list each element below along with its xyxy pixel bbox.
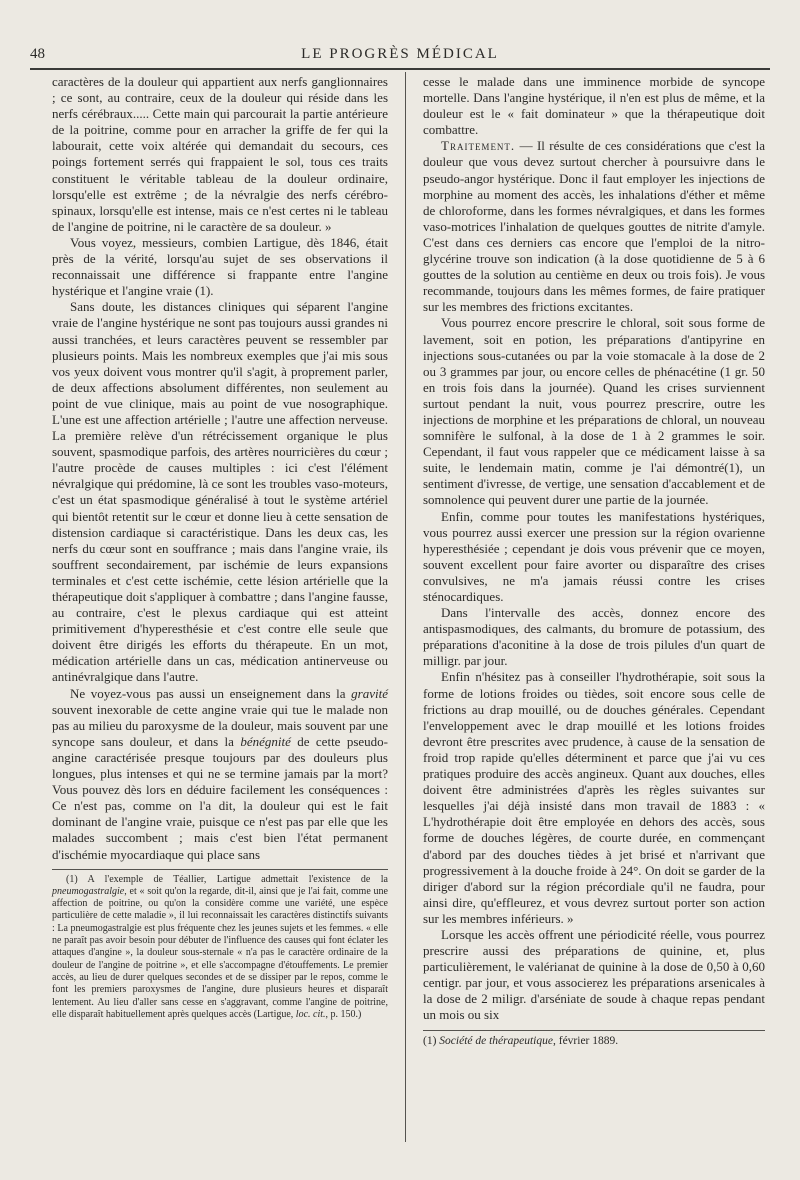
page-number: 48 xyxy=(30,46,45,62)
footnote xyxy=(52,874,388,1022)
italic-term: bénégnité xyxy=(240,733,291,749)
paragraph: Lorsque les accès offrent une périodicité réelle, vous pourrez prescrire aussi des préparations de quinine, et, plus particulièrement, le valérianat de quinine à la dose de 0,50 à 0,60 centigr. par jour, et vous associerez les préparations arsenicales à la dose de 2 miligr. d'arséniate de soude à chaque repas pendant un mois ou six xyxy=(423,926,765,1023)
text-run: , p. 150.) xyxy=(325,1008,362,1020)
paragraph: Enfin, comme pour toutes les manifestations hystériques, vous pourrez aussi exercer une pression sur la région ovarienne hyperesthésiée ; cependant je dois vous prévenir que ce moyen, souvent excellent pour faire avorter ou disparaître des crises convulsives, ne m'a jamais réussi contre les crises sténocardiques. xyxy=(423,508,765,604)
italic-term: pneumogastralgie xyxy=(52,885,125,897)
italic-term: Société de thérapeutique xyxy=(439,1034,553,1047)
italic-term: gravité xyxy=(351,685,388,701)
paragraph: Vous voyez, messieurs, combien Lartigue, dès 1846, était près de la vérité, lorsqu'au sujet de ses observations il reconnaissait une différence si frappante entre l'angine hystérique et l'angine vraie (1). xyxy=(52,234,388,299)
paragraph: caractères de la douleur qui appartient aux nerfs ganglionnaires ; ce sont, au contraire, ceux de la douleur qui réside dans les nerfs cérébraux..... Cette main qui parcourait la partie antérieure de la poitrine, comme pour en arracher la griffe de fer qui la labourait, cette voix altérée qui demandait du secours, ces poings fortement serrés qui frappaient le sol, tous ces traits constituent le véritable tableau de la douleur ordinaire, lorsqu'elle est extrême ; de la névralgie des nerfs cérébro-spinaux, lorsqu'elle est intense, mais ce n'est certes ni le tableau de l'angine de poitrine, ni le caractère de sa douleur. » xyxy=(52,74,388,234)
footnote-rule xyxy=(423,1030,765,1031)
paragraph xyxy=(52,686,388,863)
paragraph xyxy=(423,138,765,315)
running-header xyxy=(30,44,770,70)
footnote xyxy=(423,1035,765,1047)
text-run: — Il résulte de ces considérations que c'est la douleur que vous devez surtout chercher à poursuivre dans le pseudo-angor hystérique. Donc il faut employer les injections de morphine au moment des accès, les inhalations d'éther et même de chloroforme, dans les formes névralgiques, et dans les formes vaso-motrices l'inhalation de quelques gouttes de nitrite d'amyle. C'est dans ces derniers cas encore que l'emploi de la nitro-glycérine trouve son indication (à la dose quotidienne de 5 à 6 gouttes de la solution au centième en deux ou trois fois). Je vous recommande, toujours dans les mêmes formes, de faire pratiquer sur les membres des frictions excitantes. xyxy=(423,138,765,315)
right-column xyxy=(423,74,765,1047)
journal-title: LE PROGRÈS MÉDICAL xyxy=(301,46,499,62)
text-run: (1) xyxy=(423,1034,440,1047)
text-run: , et « soit qu'on la regarde, dit-il, ainsi que je l'ai fait, comme une affection de poitrine, ou qu'on la considère comme une variété, une espèce particulière de cette maladie », il lui reconnaissait les caractères distinctifs suivants : La pneumogastralgie est plus fréquente chez les jeunes sujets et les femmes. « elle ne paraît pas avoir besoin pour débuter de l'influence des causes qui font éclater les attaques d'angine », la douleur sous-sternale « n'a pas le caractère ordinaire de la douleur de l'angine de poitrine », et elle s'accompagne d'étouffements. Le premier accès, au lieu de durer quelques secondes et de se dissiper par le repos, comme le font les premiers paroxysmes de l'angine, dure plusieurs heures et disparaît lentement. Au lieu d'aller sans cesse en s'aggravant, comme l'angine de poitrine, elle disparaît habituellement après quelques accès (Lartigue, xyxy=(52,885,388,1020)
paragraph: Sans doute, les distances cliniques qui séparent l'angine vraie de l'angine hystérique ne sont pas toujours aussi grandes ni aussi tranchées, et leurs caractères peuvent se ressembler par plusieurs points. Mais les nombreux exemples que j'ai mis sous vos yeux doivent vous montrer qu'il s'agit, à proprement parler, de deux affections absolument différentes, non seulement au point de vue clinique, mais au point de vue nosographique. L'une est une affection artérielle ; l'autre une affection nerveuse. La première relève d'un rétrécissement organique le plus souvent, spasmodique parfois, des artères nourricières du cœur ; l'autre procède de causes multiples : ici c'est l'élément névralgique qui prédomine, là ce sont les troubles vaso-moteurs, c'est un état spasmodique généralisé à tout le système artériel qui bientôt retentit sur le cœur et donne lieu à cette sensation de distension cardiaque si caractéristique. Dans les deux cas, les nerfs du cœur sont en souffrance ; mais dans l'angine vraie, ils souffrent secondairement, par ischémie de leurs expansions terminales et c'est cette ischémie, cette lésion artérielle que la thérapeutique doit s'appliquer à combattre ; dans l'angine fausse, au contraire, c'est le plexus cardiaque qui est atteint primitivement d'hyperesthésie et c'est contre elle seule que doivent être dirigés les efforts du thérapeute. En un mot, médication artérielle dans un cas, médication antinerveuse ou antinévralgique dans l'autre. xyxy=(52,299,388,685)
text-run: de cette pseudo-angine caractérisée presque toujours par des douleurs plus longues, plus intenses et qui ne se termine jamais par la mort? Vous pouvez dès lors en déduire facilement les conséquences : Ce n'est pas, comme on l'a dit, la douleur qui est le fait dominant de l'angine vraie, puisque ce n'est pas par elle que les malades succombent ; mais c'est bien l'état permanent d'ischémie myocardiaque qui place sans xyxy=(52,733,388,862)
section-heading: Traitement. xyxy=(441,138,516,154)
paragraph: cesse le malade dans une imminence morbide de syncope mortelle. Dans l'angine hystérique, il n'en est plus de même, et la douleur est le « fait dominateur » que la thérapeutique doit combattre. xyxy=(423,74,765,138)
text-run: Ne voyez-vous pas aussi un enseignement dans la xyxy=(70,685,352,701)
text-run: souvent inexorable de cette angine vraie qui tue le malade non pas au milieu du paroxysme de la douleur, mais souvent par une syncope sans douleur, et dans la xyxy=(52,701,388,749)
italic-term: loc. cit. xyxy=(295,1008,326,1020)
text-run: , février 1889. xyxy=(552,1034,619,1047)
footnote-rule xyxy=(52,869,388,870)
left-column xyxy=(52,74,388,1021)
paragraph: Vous pourrez encore prescrire le chloral, soit sous forme de lavement, soit en potion, les préparations d'antipyrine en injections sous-cutanées ou par la voie stomacale à la dose de 2 ou 3 grammes par jour, ou encore celles de phénacétine (1 gr. 50 en trois fois dans la journée). Quand les crises surviennent surtout pendant la nuit, vous pourrez prescrire, outre les injections de morphine et les préparations de chloral, un nouveau somnifère le sulfonal, à la dose de 1 à 2 grammes le soir. Cependant, il faut vous rappeler que ce médicament laisse à sa suite, le lendemain matin, comme je l'ai démontré(1), un sentiment d'ivresse, de vertige, une sensation d'accablement et de somnolence qui peuvent durer une partie de la journée. xyxy=(423,315,765,508)
column-divider xyxy=(405,72,406,1142)
paragraph: Enfin n'hésitez pas à conseiller l'hydrothérapie, soit sous la forme de lotions froides ou tièdes, soit encore sous celle de frictions au drap mouillé, ou de douches générales. Cependant l'enveloppement avec le drap mouillé et les lotions froides devront être prescrites avec prudence, à cause de la sensation de froid trop rapide qu'elles déterminent et parce que j'ai vu ces pratiques produire des accès angineux. Quant aux douches, elles doivent être administrées d'après les règles suivantes sur lesquelles j'ai déjà insisté dans mon travail de 1883 : « L'hydrothérapie doit être employée en dehors des accès, sous forme de douches légères, de courte durée, en commençant d'abord par des douches tièdes à jet brisé et n'arrivant que progressivement à la douche froide à 24°. On doit se garder de la diriger d'abord sur la région précordiale qu'il ne faudra, pour ainsi dire, qu'effleurez, et vous devrez surtout porter son action sur les membres inférieurs. » xyxy=(423,669,765,926)
paragraph: Dans l'intervalle des accès, donnez encore des antispasmodiques, des calmants, du bromure de potassium, des préparations d'aconitine à la dose de trois pilules d'un quart de milligr. par jour. xyxy=(423,605,765,669)
text-run: (1) A l'exemple de Téallier, Lartigue admettait l'existence de la xyxy=(66,873,388,885)
